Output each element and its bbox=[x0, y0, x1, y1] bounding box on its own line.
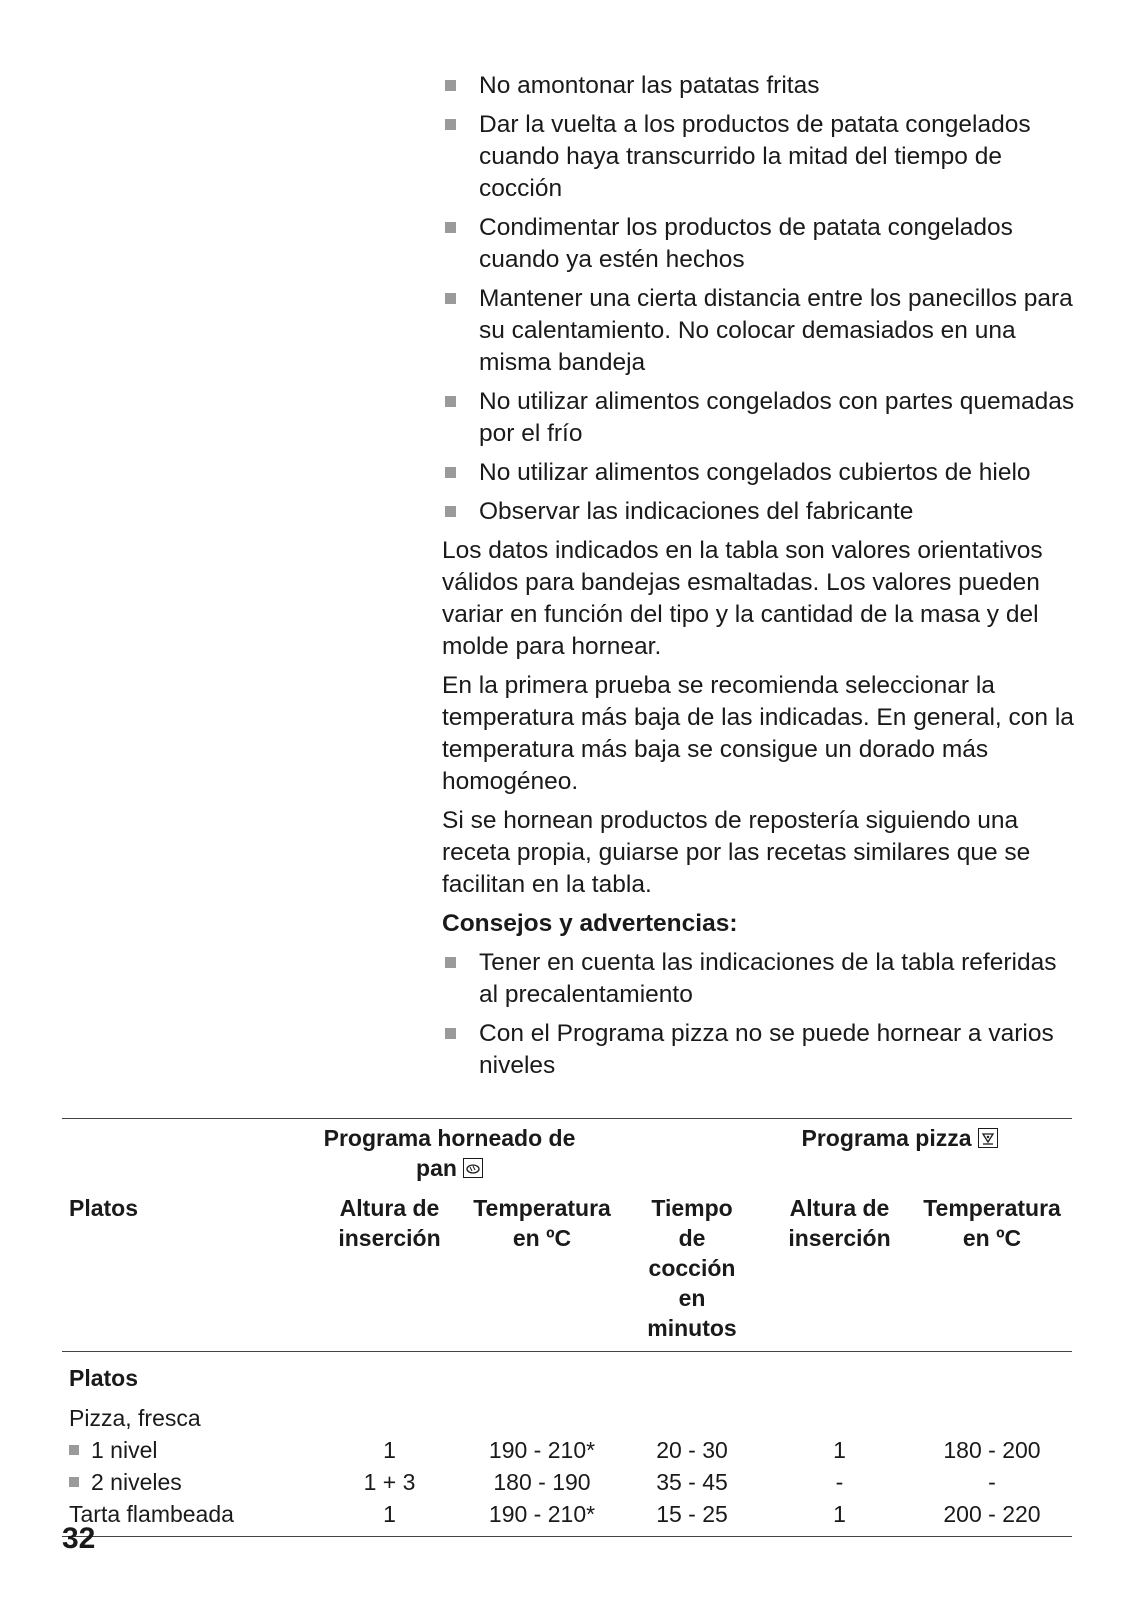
bullet-square-icon bbox=[445, 1028, 456, 1039]
header-altura-pizza: Altura de inserción bbox=[788, 1195, 891, 1251]
bullet-square-icon bbox=[69, 1477, 79, 1487]
header-altura-bread: Altura de inserción bbox=[338, 1195, 441, 1251]
list-item: No amontonar las patatas fritas bbox=[442, 70, 1082, 102]
table-row: Tarta flambeada 1 190 - 210* 15 - 25 1 200 - 220 bbox=[69, 1501, 1041, 1527]
pizza-program-icon bbox=[978, 1128, 998, 1148]
bullet-square-icon bbox=[445, 957, 456, 968]
subsection-label: Pizza, fresca bbox=[69, 1405, 201, 1431]
bullet-square-icon bbox=[445, 80, 456, 91]
table-row: 1 nivel 1 190 - 210* 20 - 30 1 180 - 200 bbox=[62, 1434, 1072, 1466]
bullet-square-icon bbox=[445, 293, 456, 304]
group-header-bread: Programa horneado de pan bbox=[323, 1125, 576, 1181]
bullet-square-icon bbox=[445, 467, 456, 478]
bread-program-icon bbox=[463, 1158, 483, 1178]
paragraph: En la primera prueba se recomienda seleccionar la temperatura más baja de las indicadas. En general, con la temperatura más baja se consigue un dorado más homogéneo. bbox=[442, 672, 1074, 795]
section-label: Platos bbox=[69, 1365, 139, 1391]
list-item: No utilizar alimentos congelados cubiertos de hielo bbox=[442, 457, 1082, 489]
text-column bbox=[442, 70, 1082, 1089]
paragraph: Los datos indicados en la tabla son valores orientativos válidos para bandejas esmaltadas. Los valores pueden variar en función del tipo y la cantidad de la masa y del molde para hornear. bbox=[442, 537, 1043, 660]
bullet-list-tips bbox=[442, 947, 1082, 1082]
list-item: Condimentar los productos de patata congelados cuando ya estén hechos bbox=[442, 212, 1082, 276]
paragraph: Si se hornean productos de repostería siguiendo una receta propia, guiarse por las recetas similares que se facilitan en la tabla. bbox=[442, 807, 1031, 898]
list-item: Con el Programa pizza no se puede hornear a varios niveles bbox=[442, 1018, 1082, 1082]
header-platos: Platos bbox=[69, 1195, 139, 1221]
header-tiempo: Tiempo de cocción en minutos bbox=[647, 1195, 737, 1341]
list-item: Tener en cuenta las indicaciones de la tabla referidas al precalentamiento bbox=[442, 947, 1082, 1011]
header-temp-bread: Temperatura en ºC bbox=[473, 1195, 611, 1251]
group-header-pizza: Programa pizza bbox=[767, 1123, 1072, 1183]
header-temp-pizza: Temperatura en ºC bbox=[923, 1195, 1061, 1251]
bullet-list-top bbox=[442, 70, 1082, 528]
bullet-square-icon bbox=[445, 506, 456, 517]
table-row: 2 niveles 1 + 3 180 - 190 35 - 45 - - bbox=[62, 1466, 1072, 1498]
tips-heading: Consejos y advertencias: bbox=[442, 910, 738, 937]
bullet-square-icon bbox=[445, 396, 456, 407]
list-item: Mantener una cierta distancia entre los panecillos para su calentamiento. No colocar demasiados en una misma bandeja bbox=[442, 283, 1082, 379]
page-number: 32 bbox=[62, 1522, 96, 1555]
list-item: Dar la vuelta a los productos de patata congelados cuando haya transcurrido la mitad del tiempo de cocción bbox=[442, 109, 1082, 205]
bullet-square-icon bbox=[445, 119, 456, 130]
baking-table bbox=[62, 1118, 1072, 1537]
list-item: Observar las indicaciones del fabricante bbox=[442, 496, 1082, 528]
bullet-square-icon bbox=[69, 1445, 79, 1455]
list-item: No utilizar alimentos congelados con partes quemadas por el frío bbox=[442, 386, 1082, 450]
bullet-square-icon bbox=[445, 222, 456, 233]
